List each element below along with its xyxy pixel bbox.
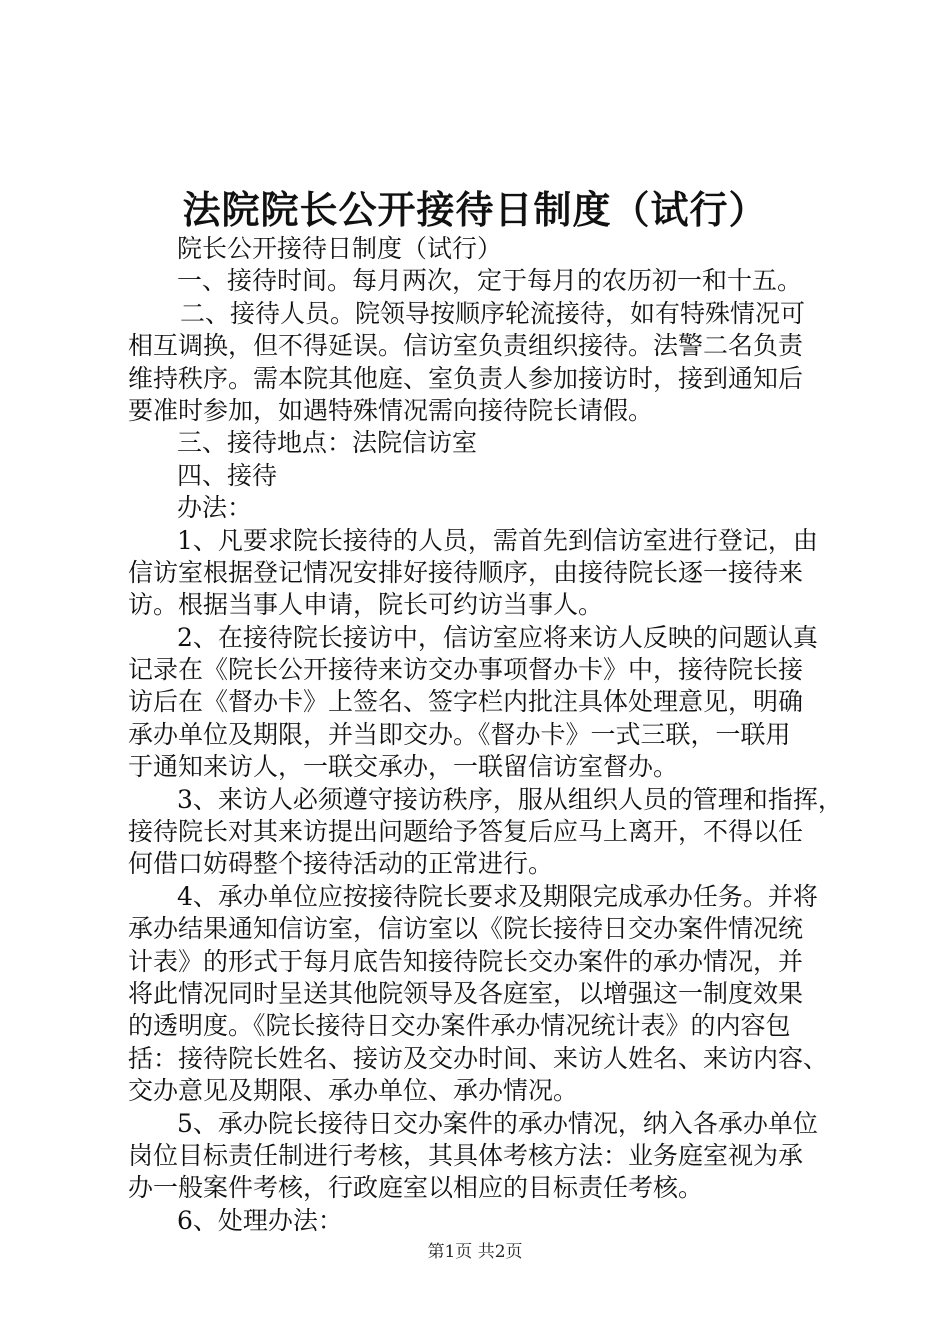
text-line: 记录在《院长公开接待来访交办事项督办卡》中，接待院长接 xyxy=(128,655,804,685)
text-line: 于通知来访人，一联交承办，一联留信访室督办。 xyxy=(128,752,679,782)
text-line: 计表》的形式于每月底告知接待院长交办案件的承办情况，并 xyxy=(128,946,804,976)
method-item-6: 6、处理办法： xyxy=(177,1205,343,1235)
text-line: 括：接待院长姓名、接访及交办时间、来访人姓名、来访内容、 xyxy=(128,1043,829,1073)
text-line: 接待院长对其来访提出问题给予答复后应马上离开，不得以任 xyxy=(128,817,804,847)
document-body xyxy=(128,233,848,1237)
text-line: 承办单位及期限，并当即交办。《督办卡》一式三联，一联用 xyxy=(128,719,791,749)
section-4-methods-label: 办法： xyxy=(177,493,253,523)
text-line: 岗位目标责任制进行考核，其具体考核方法：业务庭室视为承 xyxy=(128,1140,804,1170)
text-line: 访后在《督办卡》上签名、签字栏内批注具体处理意见，明确 xyxy=(128,687,804,717)
section-4-heading: 四、接待 xyxy=(177,460,278,490)
method-item-1: 1、凡要求院长接待的人员，需首先到信访室进行登记，由 xyxy=(177,525,818,555)
text-line: 承办结果通知信访室，信访室以《院长接待日交办案件情况统 xyxy=(128,914,804,944)
text-line: 办一般案件考核，行政庭室以相应的目标责任考核。 xyxy=(128,1173,704,1203)
text-line: 维持秩序。需本院其他庭、室负责人参加接访时，接到通知后 xyxy=(128,363,804,393)
subtitle-line: 院长公开接待日制度（试行） xyxy=(177,234,503,263)
text-line: 的透明度。《院长接待日交办案件承办情况统计表》的内容包 xyxy=(128,1011,791,1041)
text-line: 相互调换，但不得延误。信访室负责组织接待。法警二名负责 xyxy=(128,331,804,361)
section-3-reception-location: 三、接待地点：法院信访室 xyxy=(177,428,478,458)
text-line: 交办意见及期限、承办单位、承办情况。 xyxy=(128,1076,579,1106)
text-line: 信访室根据登记情况安排好接待顺序，由接待院长逐一接待来 xyxy=(128,557,804,587)
method-item-5: 5、承办院长接待日交办案件的承办情况，纳入各承办单位 xyxy=(177,1108,818,1138)
method-item-2: 2、在接待院长接访中，信访室应将来访人反映的问题认真 xyxy=(177,622,818,652)
method-item-3: 3、来访人必须遵守接访秩序，服从组织人员的管理和指挥， xyxy=(177,784,843,814)
text-line: 要准时参加，如遇特殊情况需向接待院长请假。 xyxy=(128,395,654,425)
section-1-reception-time: 一、接待时间。每月两次，定于每月的农历初一和十五。 xyxy=(177,266,803,296)
text-line: 何借口妨碍整个接待活动的正常进行。 xyxy=(128,849,554,879)
section-2-reception-staff: 二、接待人员。院领导按顺序轮流接待，如有特殊情况可 xyxy=(180,298,806,328)
page-title: 法院院长公开接待日制度（试行） xyxy=(182,187,768,232)
page-number-footer: 第1页 共2页 xyxy=(427,1242,523,1262)
method-item-4: 4、承办单位应按接待院长要求及期限完成承办任务。并将 xyxy=(177,881,818,911)
text-line: 将此情况同时呈送其他院领导及各庭室，以增强这一制度效果 xyxy=(128,978,804,1008)
text-line: 访。根据当事人申请，院长可约访当事人。 xyxy=(128,590,604,620)
